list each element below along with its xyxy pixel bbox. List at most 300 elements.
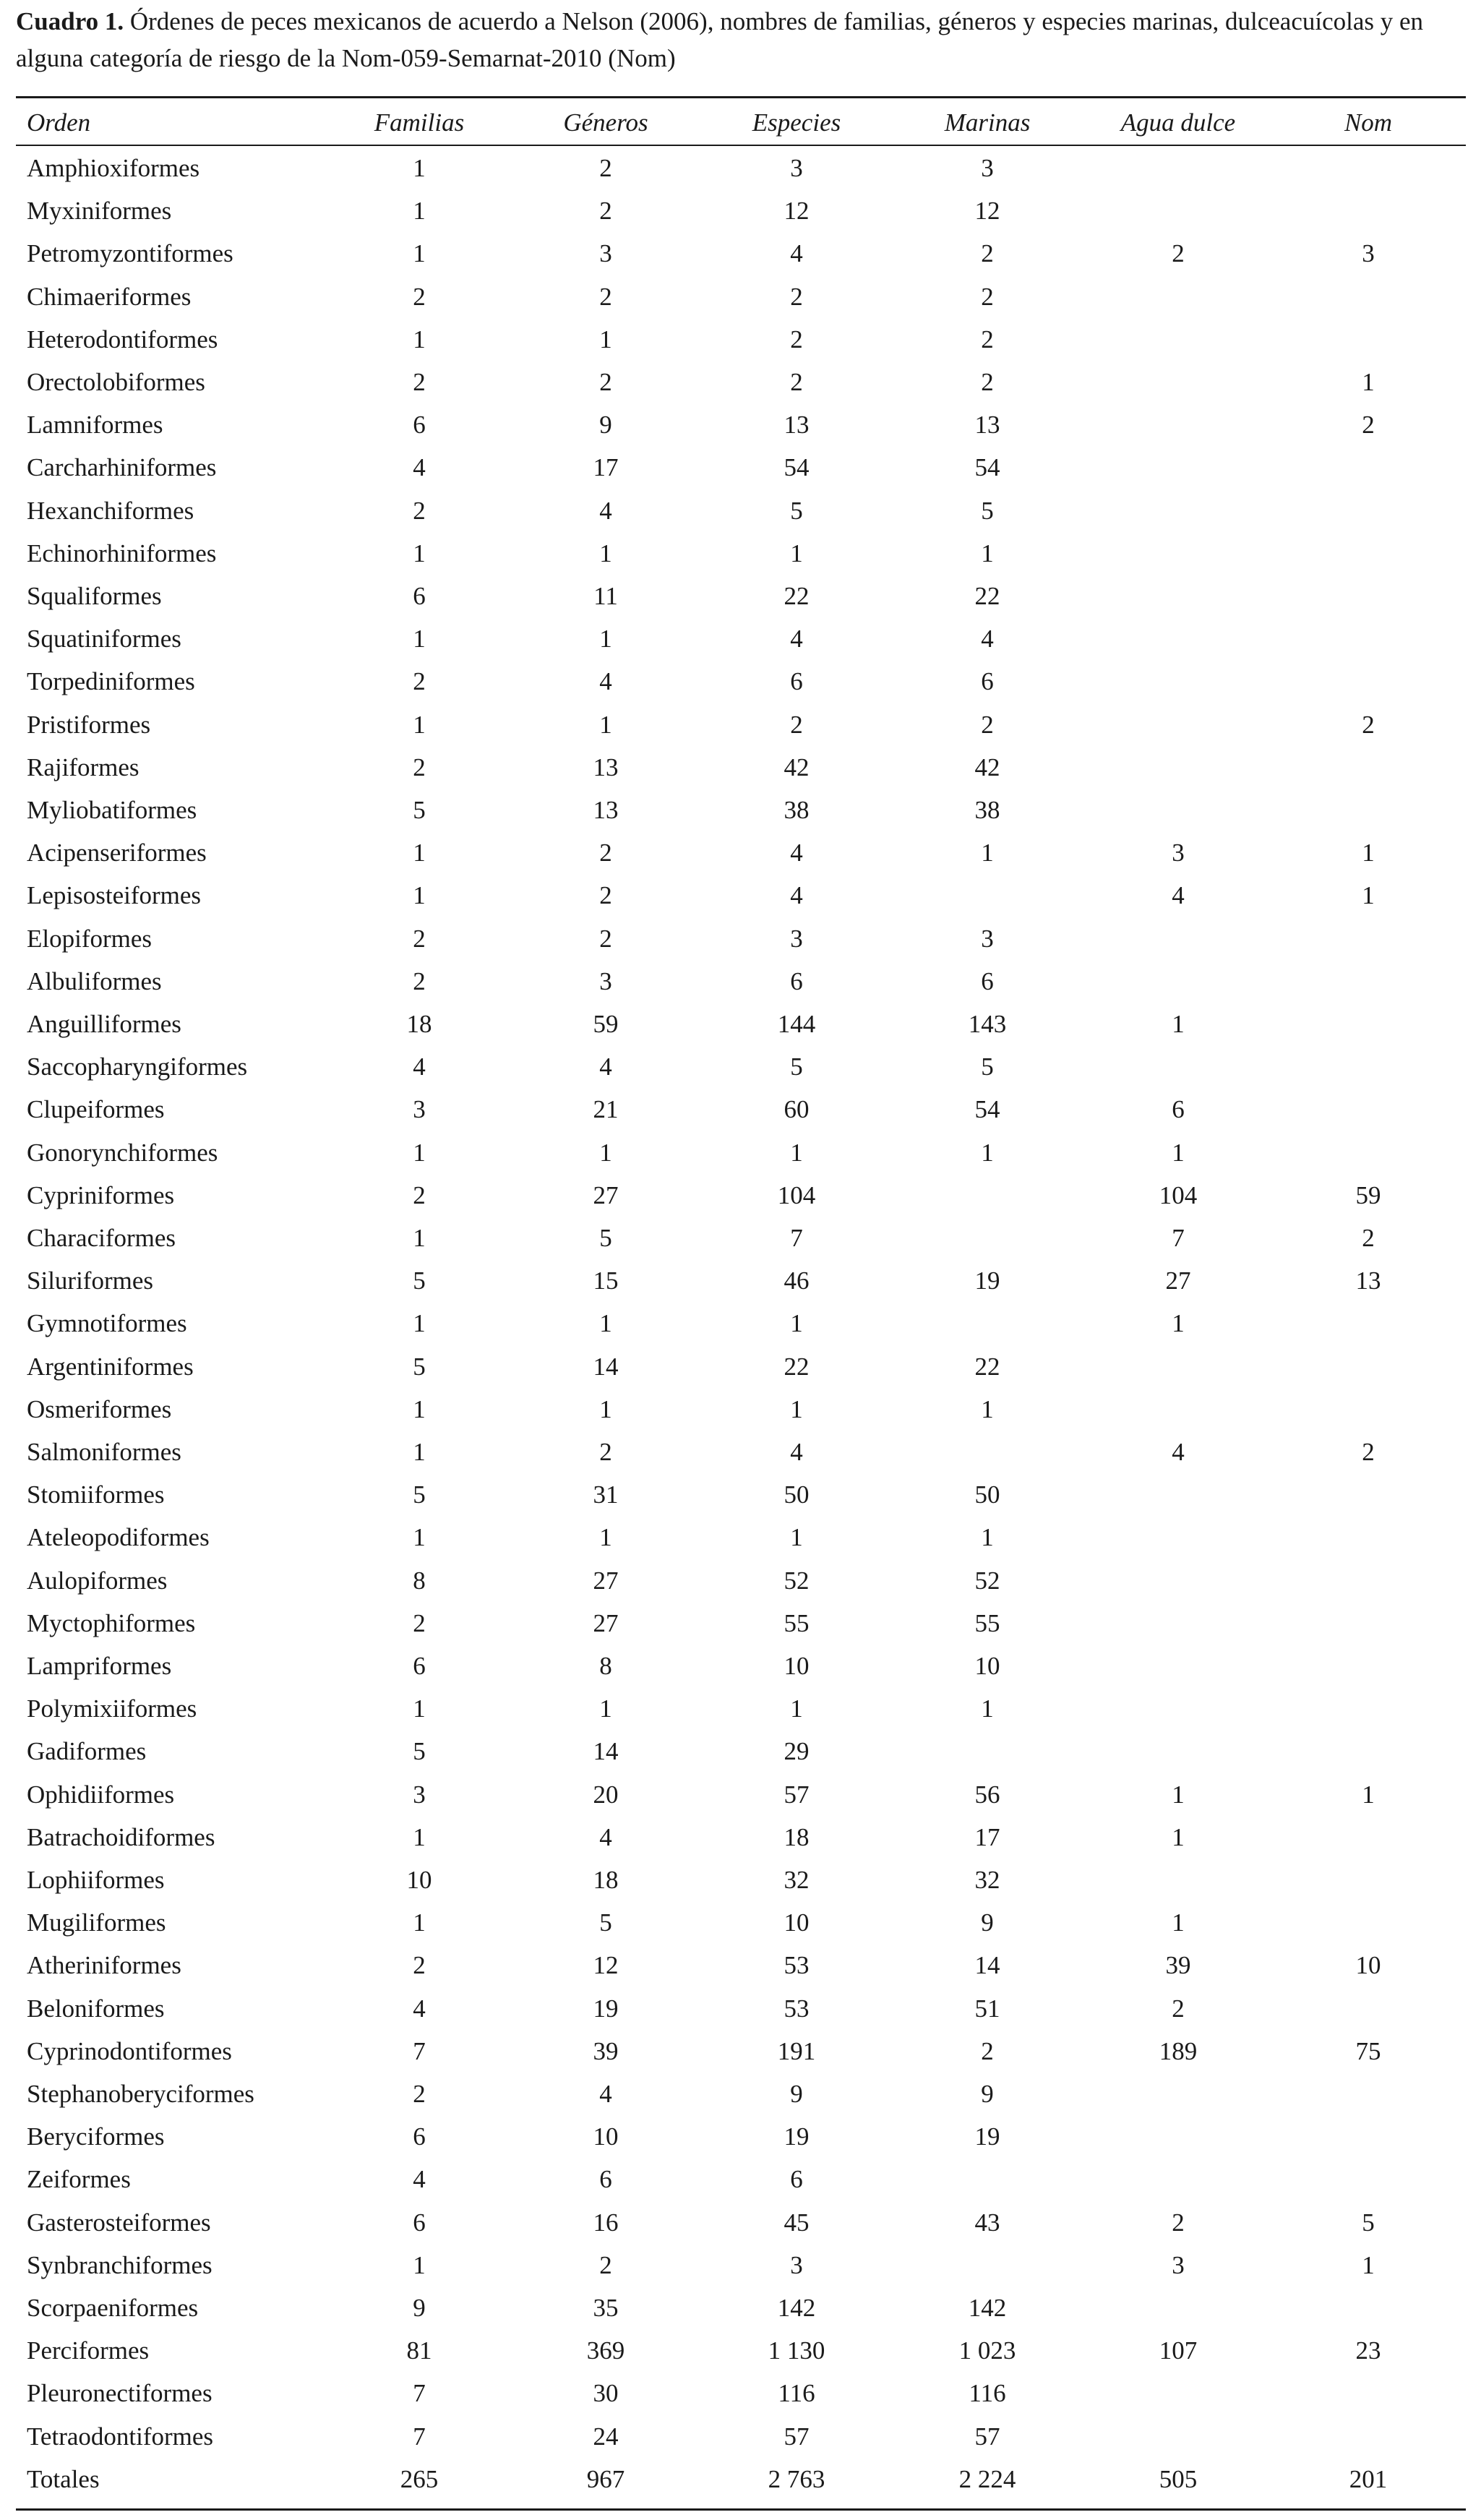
cell-nom: 2 xyxy=(1362,1224,1375,1252)
cell-nom: 2 xyxy=(1362,710,1375,739)
cell-especies: 116 xyxy=(778,2379,815,2408)
table-row xyxy=(0,617,1481,660)
cell-familias: 5 xyxy=(413,796,426,824)
cell-orden: Hexanchiformes xyxy=(27,496,194,525)
cell-generos: 2 xyxy=(599,881,612,910)
table-row xyxy=(0,189,1481,232)
table-caption xyxy=(16,3,1469,77)
cell-generos: 5 xyxy=(599,1224,612,1252)
cell-especies: 52 xyxy=(784,1566,810,1595)
table-row xyxy=(0,789,1481,831)
cell-especies: 53 xyxy=(784,1951,810,1980)
cell-familias: 1 xyxy=(413,1523,426,1552)
table-header-rule xyxy=(16,145,1466,146)
cell-generos: 3 xyxy=(599,239,612,268)
table-row xyxy=(0,2244,1481,2287)
cell-marinas: 13 xyxy=(974,411,1000,440)
header-generos: Géneros xyxy=(563,108,648,137)
cell-familias: 5 xyxy=(413,1480,426,1509)
cell-marinas: 2 224 xyxy=(958,2464,1016,2493)
caption-label: Cuadro 1. xyxy=(16,7,124,35)
cell-familias: 2 xyxy=(413,753,426,781)
table-row xyxy=(0,2073,1481,2115)
cell-orden: Polymixiiformes xyxy=(27,1694,197,1723)
cell-generos: 17 xyxy=(593,453,619,482)
header-familias: Familias xyxy=(374,108,465,137)
cell-especies: 53 xyxy=(784,1994,810,2023)
cell-orden: Acipenseriformes xyxy=(27,839,207,867)
cell-familias: 1 xyxy=(413,1394,426,1423)
cell-especies: 10 xyxy=(784,1908,810,1937)
cell-agua-dulce: 1 xyxy=(1172,1010,1185,1038)
table-header-row xyxy=(0,101,1481,145)
table-row xyxy=(0,1816,1481,1859)
cell-especies: 5 xyxy=(790,1053,803,1081)
table-row xyxy=(0,2287,1481,2329)
table-row xyxy=(0,1987,1481,2030)
cell-generos: 21 xyxy=(593,1095,619,1124)
cell-marinas: 6 xyxy=(981,667,994,696)
cell-orden: Ateleopodiformes xyxy=(27,1523,210,1552)
cell-generos: 8 xyxy=(599,1652,612,1680)
cell-marinas: 5 xyxy=(981,496,994,525)
cell-generos: 27 xyxy=(593,1608,619,1637)
cell-familias: 2 xyxy=(413,1180,426,1209)
cell-familias: 1 xyxy=(413,197,426,226)
table-row xyxy=(0,1859,1481,1901)
cell-familias: 2 xyxy=(413,1608,426,1637)
table-row xyxy=(0,532,1481,575)
table-row xyxy=(0,1302,1481,1345)
cell-especies: 4 xyxy=(790,1438,803,1466)
cell-nom: 5 xyxy=(1362,2208,1375,2237)
cell-marinas: 1 xyxy=(981,1394,994,1423)
cell-familias: 6 xyxy=(413,582,426,610)
cell-generos: 4 xyxy=(599,667,612,696)
cell-marinas: 22 xyxy=(974,582,1000,610)
cell-generos: 27 xyxy=(593,1566,619,1595)
cell-familias: 18 xyxy=(406,1010,432,1038)
cell-familias: 2 xyxy=(413,967,426,995)
cell-generos: 1 xyxy=(599,625,612,653)
cell-generos: 19 xyxy=(593,1994,619,2023)
cell-familias: 2 xyxy=(413,2080,426,2108)
cell-generos: 1 xyxy=(599,1694,612,1723)
cell-agua-dulce: 27 xyxy=(1165,1267,1191,1295)
cell-especies: 1 130 xyxy=(768,2336,825,2365)
cell-generos: 35 xyxy=(593,2294,619,2322)
cell-orden: Anguilliformes xyxy=(27,1010,181,1038)
table-row xyxy=(0,1687,1481,1730)
cell-especies: 7 xyxy=(790,1224,803,1252)
cell-especies: 12 xyxy=(784,197,810,226)
cell-especies: 9 xyxy=(790,2080,803,2108)
cell-especies: 55 xyxy=(784,1608,810,1637)
cell-marinas: 19 xyxy=(974,1267,1000,1295)
cell-especies: 6 xyxy=(790,967,803,995)
cell-agua-dulce: 1 xyxy=(1172,1138,1185,1167)
cell-familias: 6 xyxy=(413,411,426,440)
cell-generos: 10 xyxy=(593,2122,619,2151)
cell-marinas: 5 xyxy=(981,1053,994,1081)
cell-orden: Beryciformes xyxy=(27,2122,165,2151)
cell-familias: 3 xyxy=(413,1780,426,1809)
cell-generos: 2 xyxy=(599,282,612,311)
table-row xyxy=(0,1003,1481,1045)
cell-nom: 59 xyxy=(1355,1180,1381,1209)
header-nom: Nom xyxy=(1344,108,1393,137)
table-row xyxy=(0,2329,1481,2372)
cell-marinas: 9 xyxy=(981,1908,994,1937)
table-row xyxy=(0,275,1481,318)
cell-orden: Tetraodontiformes xyxy=(27,2422,214,2451)
cell-especies: 13 xyxy=(784,411,810,440)
cell-familias: 1 xyxy=(413,710,426,739)
cell-familias: 1 xyxy=(413,839,426,867)
cell-marinas: 57 xyxy=(974,2422,1000,2451)
cell-familias: 4 xyxy=(413,1053,426,1081)
cell-marinas: 50 xyxy=(974,1480,1000,1509)
cell-familias: 1 xyxy=(413,1694,426,1723)
cell-familias: 1 xyxy=(413,1309,426,1338)
cell-orden: Characiformes xyxy=(27,1224,176,1252)
table-row xyxy=(0,1773,1481,1816)
cell-marinas: 2 xyxy=(981,368,994,396)
cell-familias: 2 xyxy=(413,667,426,696)
cell-orden: Squaliformes xyxy=(27,582,162,610)
cell-especies: 5 xyxy=(790,496,803,525)
cell-agua-dulce: 3 xyxy=(1172,839,1185,867)
cell-orden: Gymnotiformes xyxy=(27,1309,187,1338)
table-row xyxy=(0,917,1481,960)
cell-orden: Cypriniformes xyxy=(27,1180,175,1209)
cell-generos: 3 xyxy=(599,967,612,995)
cell-generos: 1 xyxy=(599,1523,612,1552)
cell-familias: 1 xyxy=(413,2250,426,2279)
table-row xyxy=(0,874,1481,917)
cell-familias: 7 xyxy=(413,2379,426,2408)
cell-agua-dulce: 505 xyxy=(1159,2464,1198,2493)
cell-especies: 29 xyxy=(784,1737,810,1766)
cell-especies: 1 xyxy=(790,1138,803,1167)
cell-agua-dulce: 2 xyxy=(1172,1994,1185,2023)
cell-familias: 1 xyxy=(413,539,426,567)
cell-marinas: 54 xyxy=(974,453,1000,482)
cell-marinas: 142 xyxy=(968,2294,1007,2322)
table-row xyxy=(0,2115,1481,2158)
cell-orden: Orectolobiformes xyxy=(27,368,205,396)
cell-orden: Mugiliformes xyxy=(27,1908,166,1937)
cell-orden: Cyprinodontiformes xyxy=(27,2036,232,2065)
cell-orden: Albuliformes xyxy=(27,967,162,995)
cell-familias: 7 xyxy=(413,2036,426,2065)
cell-marinas: 12 xyxy=(974,197,1000,226)
cell-marinas: 3 xyxy=(981,154,994,182)
cell-agua-dulce: 1 xyxy=(1172,1822,1185,1851)
table-row xyxy=(0,1131,1481,1174)
table-row xyxy=(0,660,1481,703)
cell-agua-dulce: 6 xyxy=(1172,1095,1185,1124)
cell-familias: 6 xyxy=(413,2208,426,2237)
cell-familias: 1 xyxy=(413,1138,426,1167)
cell-especies: 57 xyxy=(784,1780,810,1809)
cell-familias: 5 xyxy=(413,1267,426,1295)
cell-familias: 3 xyxy=(413,1095,426,1124)
table-row xyxy=(0,2030,1481,2073)
cell-orden: Gadiformes xyxy=(27,1737,147,1766)
cell-especies: 22 xyxy=(784,582,810,610)
cell-especies: 142 xyxy=(777,2294,816,2322)
table-row xyxy=(0,2158,1481,2200)
cell-agua-dulce: 1 xyxy=(1172,1780,1185,1809)
cell-nom: 10 xyxy=(1355,1951,1381,1980)
cell-familias: 5 xyxy=(413,1352,426,1381)
cell-orden: Lamniformes xyxy=(27,411,163,440)
cell-marinas: 2 xyxy=(981,239,994,268)
cell-generos: 14 xyxy=(593,1737,619,1766)
cell-marinas: 52 xyxy=(974,1566,1000,1595)
cell-generos: 13 xyxy=(593,796,619,824)
cell-marinas: 43 xyxy=(974,2208,1000,2237)
cell-marinas: 3 xyxy=(981,924,994,953)
cell-generos: 24 xyxy=(593,2422,619,2451)
cell-orden: Zeiformes xyxy=(27,2165,131,2194)
cell-familias: 1 xyxy=(413,1224,426,1252)
cell-orden: Perciformes xyxy=(27,2336,150,2365)
table-row xyxy=(0,1516,1481,1559)
cell-marinas: 38 xyxy=(974,796,1000,824)
cell-especies: 144 xyxy=(777,1010,816,1038)
cell-generos: 2 xyxy=(599,1438,612,1466)
cell-especies: 6 xyxy=(790,2165,803,2194)
cell-orden: Echinorhiniformes xyxy=(27,539,217,567)
cell-familias: 1 xyxy=(413,1438,426,1466)
table-row xyxy=(0,1388,1481,1431)
cell-marinas: 6 xyxy=(981,967,994,995)
cell-generos: 4 xyxy=(599,2080,612,2108)
cell-orden: Squatiniformes xyxy=(27,625,181,653)
cell-orden: Atheriniformes xyxy=(27,1951,181,1980)
cell-agua-dulce: 39 xyxy=(1165,1951,1191,1980)
cell-agua-dulce: 107 xyxy=(1159,2336,1198,2365)
header-orden: Orden xyxy=(27,108,91,137)
cell-especies: 54 xyxy=(784,453,810,482)
cell-especies: 104 xyxy=(777,1180,816,1209)
cell-familias: 2 xyxy=(413,1951,426,1980)
header-agua-dulce: Agua dulce xyxy=(1120,108,1236,137)
cell-marinas: 4 xyxy=(981,625,994,653)
cell-especies: 2 xyxy=(790,282,803,311)
cell-especies: 3 xyxy=(790,2250,803,2279)
cell-especies: 32 xyxy=(784,1866,810,1894)
cell-especies: 42 xyxy=(784,753,810,781)
cell-generos: 2 xyxy=(599,839,612,867)
cell-familias: 5 xyxy=(413,1737,426,1766)
cell-familias: 4 xyxy=(413,453,426,482)
cell-especies: 46 xyxy=(784,1267,810,1295)
cell-especies: 60 xyxy=(784,1095,810,1124)
cell-orden: Heterodontiformes xyxy=(27,325,218,353)
cell-especies: 2 763 xyxy=(768,2464,825,2493)
cell-generos: 4 xyxy=(599,1053,612,1081)
cell-orden: Ophidiiformes xyxy=(27,1780,175,1809)
cell-marinas: 54 xyxy=(974,1095,1000,1124)
cell-familias: 10 xyxy=(406,1866,432,1894)
cell-nom: 1 xyxy=(1362,1780,1375,1809)
cell-marinas: 1 xyxy=(981,839,994,867)
cell-especies: 6 xyxy=(790,667,803,696)
cell-generos: 18 xyxy=(593,1866,619,1894)
cell-familias: 1 xyxy=(413,1822,426,1851)
cell-marinas: 1 xyxy=(981,1138,994,1167)
cell-generos: 16 xyxy=(593,2208,619,2237)
cell-generos: 6 xyxy=(599,2165,612,2194)
cell-orden: Osmeriformes xyxy=(27,1394,172,1423)
table-row xyxy=(0,1259,1481,1302)
table-row xyxy=(0,361,1481,403)
cell-generos: 967 xyxy=(586,2464,625,2493)
cell-marinas: 1 xyxy=(981,539,994,567)
cell-marinas: 10 xyxy=(974,1652,1000,1680)
cell-orden: Chimaeriformes xyxy=(27,282,192,311)
table-row xyxy=(0,746,1481,789)
cell-orden: Beloniformes xyxy=(27,1994,165,2023)
table-row xyxy=(0,318,1481,361)
cell-generos: 4 xyxy=(599,496,612,525)
table-row xyxy=(0,1901,1481,1944)
cell-orden: Pristiformes xyxy=(27,710,151,739)
table-row xyxy=(0,960,1481,1003)
cell-familias: 8 xyxy=(413,1566,426,1595)
cell-especies: 4 xyxy=(790,625,803,653)
table-top-rule xyxy=(16,96,1466,98)
cell-familias: 2 xyxy=(413,282,426,311)
table-row xyxy=(0,831,1481,874)
table-row xyxy=(0,1045,1481,1088)
table-row xyxy=(0,446,1481,489)
cell-generos: 9 xyxy=(599,411,612,440)
cell-generos: 2 xyxy=(599,197,612,226)
table-row xyxy=(0,1217,1481,1259)
cell-orden: Siluriformes xyxy=(27,1267,153,1295)
cell-generos: 369 xyxy=(586,2336,625,2365)
cell-marinas: 2 xyxy=(981,2036,994,2065)
cell-orden: Myxiniformes xyxy=(27,197,172,226)
cell-orden: Pleuronectiformes xyxy=(27,2379,213,2408)
cell-especies: 50 xyxy=(784,1480,810,1509)
table-row xyxy=(0,575,1481,617)
cell-orden: Myliobatiformes xyxy=(27,796,197,824)
cell-nom: 13 xyxy=(1355,1267,1381,1295)
cell-especies: 1 xyxy=(790,1523,803,1552)
cell-nom: 1 xyxy=(1362,2250,1375,2279)
cell-orden: Petromyzontiformes xyxy=(27,239,233,268)
cell-familias: 7 xyxy=(413,2422,426,2451)
cell-marinas: 55 xyxy=(974,1608,1000,1637)
cell-marinas: 14 xyxy=(974,1951,1000,1980)
cell-especies: 2 xyxy=(790,325,803,353)
cell-marinas: 116 xyxy=(969,2379,1006,2408)
cell-especies: 1 xyxy=(790,1309,803,1338)
cell-orden: Argentiniformes xyxy=(27,1352,194,1381)
cell-generos: 20 xyxy=(593,1780,619,1809)
cell-generos: 1 xyxy=(599,1394,612,1423)
cell-generos: 14 xyxy=(593,1352,619,1381)
cell-nom: 1 xyxy=(1362,881,1375,910)
cell-nom: 1 xyxy=(1362,839,1375,867)
cell-agua-dulce: 4 xyxy=(1172,1438,1185,1466)
table-row xyxy=(0,2415,1481,2458)
cell-marinas: 9 xyxy=(981,2080,994,2108)
cell-marinas: 51 xyxy=(974,1994,1000,2023)
cell-orden: Gonorynchiformes xyxy=(27,1138,218,1167)
cell-orden: Stomiiformes xyxy=(27,1480,165,1509)
cell-familias: 4 xyxy=(413,2165,426,2194)
cell-orden: Salmoniformes xyxy=(27,1438,181,1466)
table-row xyxy=(0,703,1481,746)
cell-generos: 30 xyxy=(593,2379,619,2408)
cell-familias: 1 xyxy=(413,239,426,268)
table-row xyxy=(0,1730,1481,1773)
cell-familias: 1 xyxy=(413,881,426,910)
cell-familias: 1 xyxy=(413,325,426,353)
cell-especies: 1 xyxy=(790,1394,803,1423)
cell-marinas: 2 xyxy=(981,325,994,353)
cell-familias: 2 xyxy=(413,924,426,953)
cell-orden: Torpediniformes xyxy=(27,667,195,696)
cell-marinas: 42 xyxy=(974,753,1000,781)
cell-familias: 2 xyxy=(413,496,426,525)
cell-agua-dulce: 1 xyxy=(1172,1309,1185,1338)
cell-generos: 1 xyxy=(599,539,612,567)
cell-especies: 2 xyxy=(790,710,803,739)
cell-especies: 18 xyxy=(784,1822,810,1851)
table-row xyxy=(0,2201,1481,2244)
cell-especies: 3 xyxy=(790,924,803,953)
cell-marinas: 143 xyxy=(968,1010,1007,1038)
cell-generos: 13 xyxy=(593,753,619,781)
table-row xyxy=(0,2372,1481,2414)
cell-especies: 3 xyxy=(790,154,803,182)
cell-generos: 12 xyxy=(593,1951,619,1980)
cell-nom: 3 xyxy=(1362,239,1375,268)
cell-marinas: 1 023 xyxy=(958,2336,1016,2365)
table-row xyxy=(0,147,1481,189)
table-row xyxy=(0,1944,1481,1987)
table-bottom-rule xyxy=(16,2508,1466,2511)
cell-nom: 75 xyxy=(1355,2036,1381,2065)
cell-familias: 2 xyxy=(413,368,426,396)
cell-especies: 1 xyxy=(790,1694,803,1723)
cell-marinas: 17 xyxy=(974,1822,1000,1851)
table-row xyxy=(0,1431,1481,1473)
cell-orden: Elopiformes xyxy=(27,924,153,953)
cell-generos: 1 xyxy=(599,1309,612,1338)
cell-orden: Rajiformes xyxy=(27,753,139,781)
cell-orden: Scorpaeniformes xyxy=(27,2294,199,2322)
cell-orden: Totales xyxy=(27,2464,100,2493)
cell-generos: 31 xyxy=(593,1480,619,1509)
cell-orden: Batrachoidiformes xyxy=(27,1822,215,1851)
cell-nom: 23 xyxy=(1355,2336,1381,2365)
cell-especies: 4 xyxy=(790,881,803,910)
cell-generos: 59 xyxy=(593,1010,619,1038)
cell-especies: 4 xyxy=(790,239,803,268)
table-row xyxy=(0,1174,1481,1217)
cell-orden: Stephanoberyciformes xyxy=(27,2080,254,2108)
cell-marinas: 2 xyxy=(981,710,994,739)
table-row xyxy=(0,232,1481,275)
